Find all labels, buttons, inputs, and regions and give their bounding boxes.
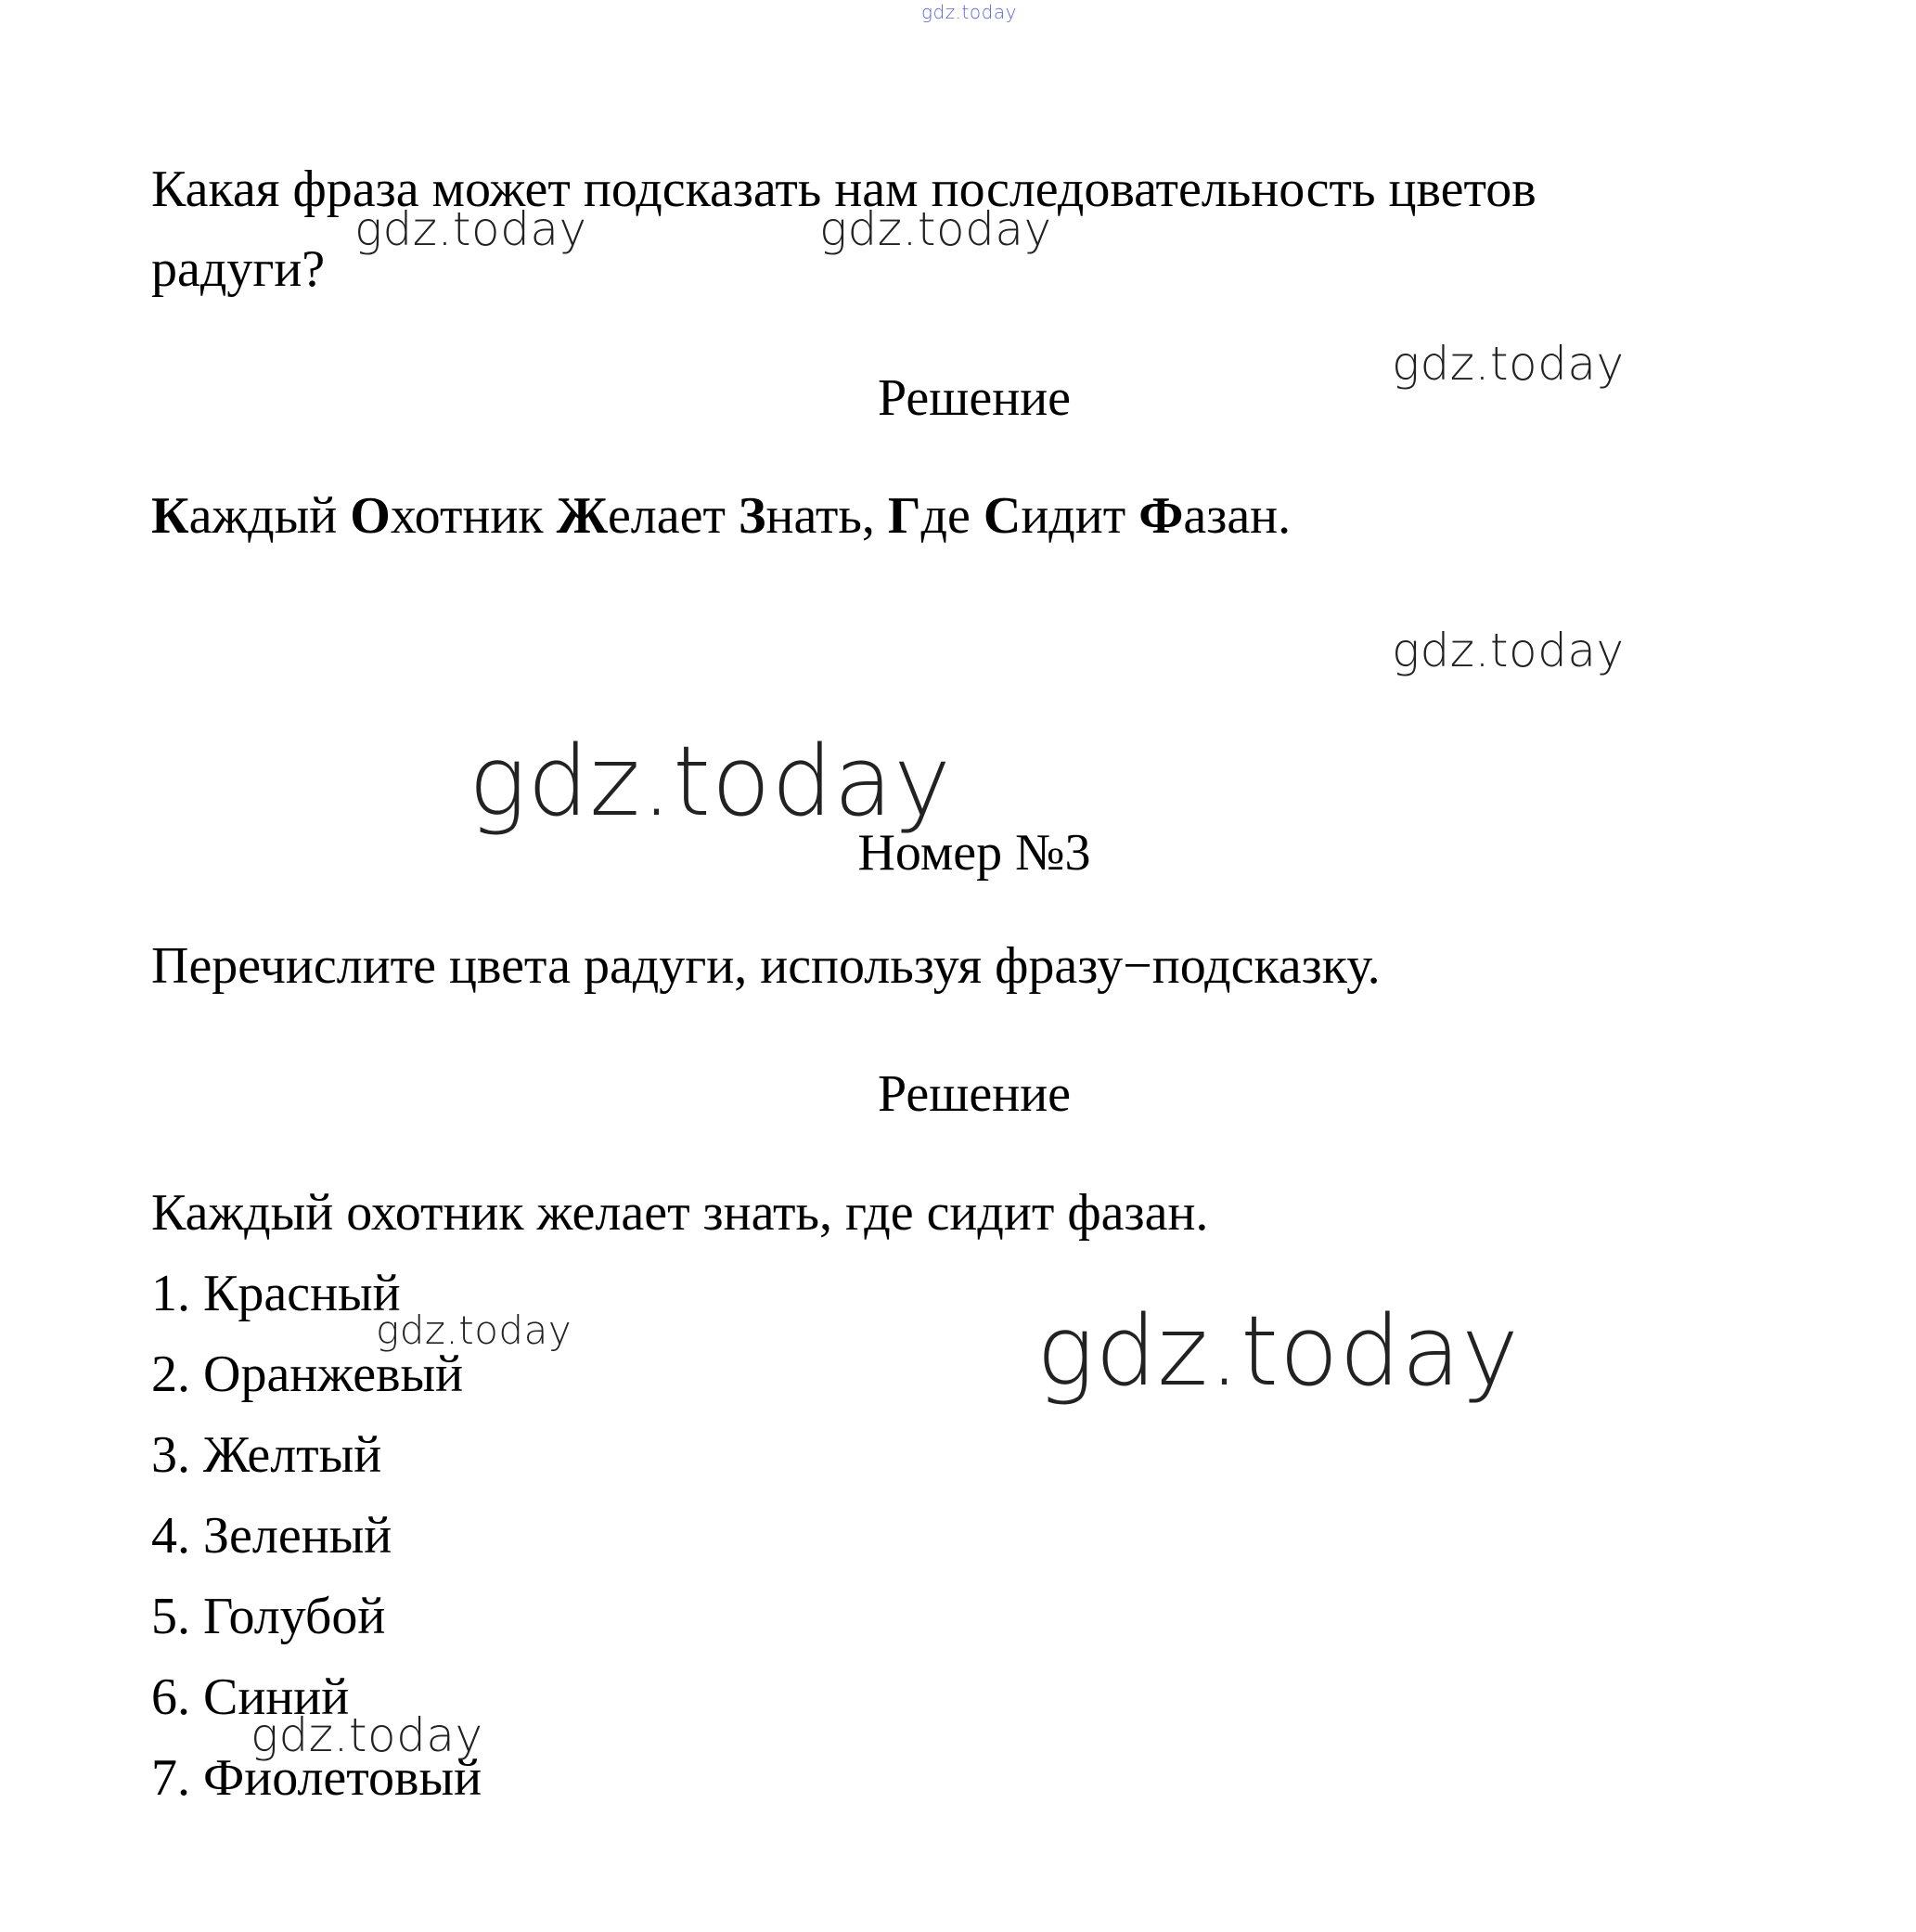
watermark: gdz.today — [376, 1307, 572, 1353]
watermark: gdz.today — [819, 202, 1052, 256]
problem-3-title: Номер №3 — [857, 824, 1091, 882]
mnemonic-rest: аждый — [188, 487, 338, 545]
solution-heading-2: Решение — [877, 1065, 1072, 1123]
watermark: gdz.today — [1392, 624, 1625, 677]
color-list-item: 5. Голубой — [151, 1588, 386, 1645]
mnemonic-word — [984, 487, 1125, 545]
mnemonic-word — [1138, 487, 1291, 545]
watermark-large: gdz.today — [1036, 1294, 1520, 1408]
mnemonic-rest: де — [920, 487, 971, 545]
watermark: gdz.today — [251, 1708, 483, 1762]
solution-heading-1: Решение — [877, 369, 1072, 427]
question-3: Перечислите цвета радуги, используя фразу−подсказку. — [151, 937, 1381, 995]
mnemonic-rest: елает — [607, 487, 726, 545]
mnemonic-word — [739, 487, 875, 545]
mnemonic-initial: К — [151, 487, 189, 545]
color-list-item: 3. Желтый — [151, 1426, 382, 1484]
watermark-top: gdz.today — [921, 1, 1017, 23]
color-list-item: 2. Оранжевый — [151, 1346, 464, 1403]
question-1-line-1: Какая фраза может подсказать нам последовательность цветов — [151, 161, 1537, 218]
mnemonic-word — [888, 487, 971, 545]
mnemonic-rest: идит — [1021, 487, 1126, 545]
mnemonic-word — [350, 487, 543, 545]
color-list-item: 6. Синий — [151, 1668, 350, 1726]
watermark: gdz.today — [354, 202, 587, 256]
mnemonic-word — [151, 487, 337, 545]
answer-3-intro: Каждый охотник желает знать, где сидит фазан. — [151, 1184, 1209, 1242]
mnemonic-initial: Ж — [556, 487, 608, 545]
mnemonic-rest: азан. — [1183, 487, 1292, 545]
mnemonic-initial: О — [350, 487, 391, 545]
mnemonic-initial: С — [983, 487, 1022, 545]
mnemonic-initial: З — [738, 487, 766, 545]
color-list-item: 1. Красный — [151, 1265, 401, 1322]
question-1-line-2: радуги? — [151, 240, 326, 298]
mnemonic-rest: нать, — [765, 487, 875, 545]
color-list-item: 7. Фиолетовый — [151, 1749, 482, 1807]
watermark: gdz.today — [1392, 337, 1625, 391]
color-list-item: 4. Зеленый — [151, 1507, 392, 1565]
answer-1-mnemonic — [151, 487, 1292, 545]
mnemonic-initial: Ф — [1138, 487, 1184, 545]
watermark-large: gdz.today — [469, 725, 952, 838]
mnemonic-word — [557, 487, 726, 545]
mnemonic-initial: Г — [887, 487, 921, 545]
mnemonic-rest: хотник — [390, 487, 544, 545]
